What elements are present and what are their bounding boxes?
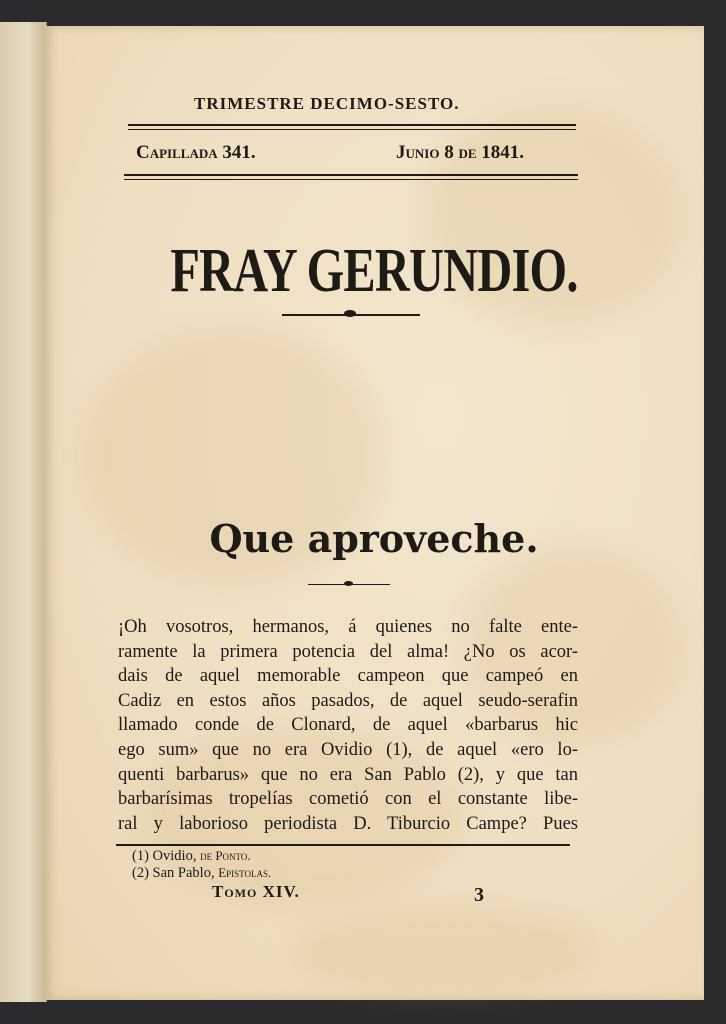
body-line: ¡Oh vosotros, hermanos, á quienes no falte ente- [118,617,578,637]
footnote-source: Epistolas. [218,865,272,880]
issue-date: Junio 8 de 1841. [396,142,525,163]
volume-label: Tomo XIV. [212,882,300,901]
footnote-rule [116,844,570,846]
trimester-heading: TRIMESTRE DECIMO-SESTO. [194,94,460,113]
body-line: ral y laborioso periodista D. Tiburcio Campe? Pues [118,813,578,834]
body-line: ego sum» que no era Ovidio (1), de aquel «ero lo- [118,739,578,760]
article-body [118,615,578,836]
body-line: Cadiz en estos años pasados, de aquel seudo-serafin [118,690,578,711]
body-line: quenti barbarus» que no era San Pablo (2), y que tan [118,764,578,785]
header-rule-top [128,124,576,126]
ornament-dot [344,581,353,586]
issue-number: Capillada 341. [136,142,256,163]
page-number: 3 [474,884,484,906]
header-rule-bottom [124,174,578,176]
footnote-author: San Pablo, [152,865,215,881]
footnote-1 [132,848,251,865]
footnote-source: de Ponto. [200,848,251,863]
footnote-author: Ovidio, [152,848,197,864]
body-line: ramente la primera potencia del alma! ¿No os acor- [118,641,578,662]
footnote-2 [132,865,271,882]
document-page [44,26,704,1000]
article-title: Que aproveche. [209,516,539,561]
body-line: barbarísimas tropelías cometió con el constante libe- [118,789,578,810]
body-line: llamado conde de Clonard, de aquel «barbarus hic [118,715,578,736]
facing-page-edge [0,22,47,1002]
footnote-mark: (2) [132,865,149,881]
body-line: dais de aquel memorable campeon que campeó en [118,666,578,687]
page-content [44,26,704,1000]
ornament-dot [344,310,356,317]
footnote-mark: (1) [132,848,149,864]
masthead-title: FRAY GERUNDIO. [170,237,578,305]
